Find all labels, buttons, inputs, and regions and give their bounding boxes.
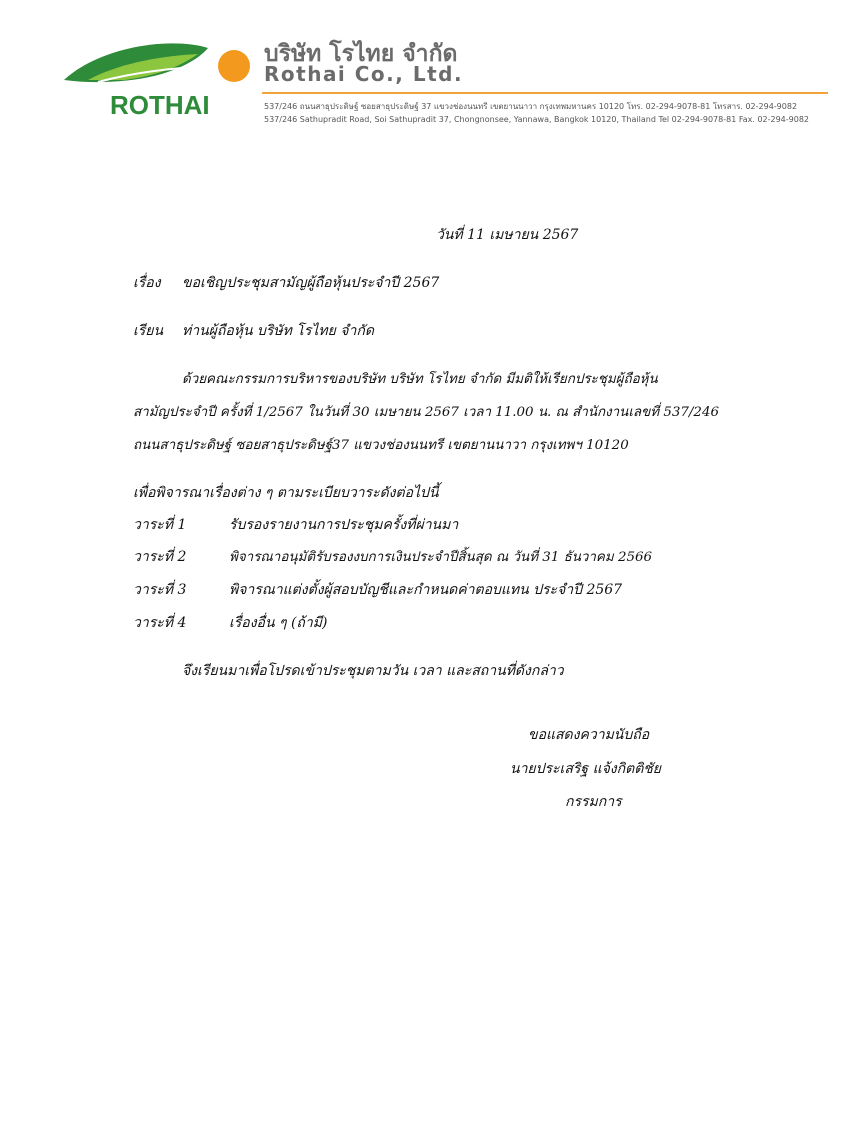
agenda-item: พิจารณาอนุมัติรับรองงบการเงินประจำปีสิ้นสุด ณ วันที่ 31 ธันวาคม 2566 (229, 550, 653, 565)
body-line: สามัญประจำปี ครั้งที่ 1/2567 ในวันที่ 30 เมษายน 2567 เวลา 11.00 น. ณ สำนักงานเลขที่ 537/246 (133, 405, 719, 420)
agenda-item: พิจารณาแต่งตั้งผู้สอบบัญชีและกำหนดค่าตอบแทน ประจำปี 2567 (229, 582, 623, 598)
signer-title: กรรมการ (565, 794, 622, 810)
agenda-intro: เพื่อพิจารณาเรื่องต่าง ๆ ตามระเบียบวาระดังต่อไปนี้ (133, 485, 439, 501)
company-name-th: บริษัท โรไทย จำกัด (264, 41, 458, 67)
letter-date: วันที่ 11 เมษายน 2567 (436, 227, 579, 243)
body-line: ถนนสาธุประดิษฐ์ ซอยสาธุประดิษฐ์37 แขวงช่องนนทรี เขตยานนาวา กรุงเทพฯ 10120 (133, 438, 629, 453)
agenda-label: วาระที่ 4 (133, 615, 187, 631)
logo-text: ROTHAI (110, 90, 210, 120)
body-line: ด้วยคณะกรรมการบริหารของบริษัท บริษัท โรไทย จำกัด มีมติให้เรียกประชุมผู้ถือหุ้น (182, 372, 658, 387)
company-name-en: Rothai Co., Ltd. (264, 62, 464, 86)
to-label: เรียน (133, 323, 164, 339)
rothai-logo (58, 30, 258, 126)
address-th: 537/246 ถนนสาธุประดิษฐ์ ซอยสาธุประดิษฐ์ 37 แขวงช่องนนทรี เขตยานนาวา กรุงเทพมหานคร 10120 โทร. 02-294-9078-81 โทรสาร. 02-294-9082 (264, 102, 798, 111)
subject-text: ขอเชิญประชุมสามัญผู้ถือหุ้นประจำปี 2567 (182, 275, 440, 291)
agenda-label: วาระที่ 1 (133, 517, 187, 533)
agenda-label: วาระที่ 3 (133, 582, 187, 598)
subject-label: เรื่อง (133, 275, 161, 291)
agenda-label: วาระที่ 2 (133, 549, 187, 565)
address-en: 537/246 Sathupradit Road, Soi Sathupradit 37, Chongnonsee, Yannawa, Bangkok 10120, Thailand Tel 02-294-9078-81 Fax. 02-294-9082 (264, 115, 810, 124)
agenda-item: เรื่องอื่น ๆ (ถ้ามี) (229, 615, 328, 631)
closing-text: จึงเรียนมาเพื่อโปรดเข้าประชุมตามวัน เวลา และสถานที่ดังกล่าว (182, 663, 564, 679)
header-divider (262, 92, 828, 94)
agenda-item: รับรองรายงานการประชุมครั้งที่ผ่านมา (229, 517, 459, 533)
signer-name: นายประเสริฐ แจ้งกิตติชัย (510, 761, 662, 777)
to-text: ท่านผู้ถือหุ้น บริษัท โรไทย จำกัด (182, 323, 374, 339)
sign-off: ขอแสดงความนับถือ (528, 727, 650, 743)
